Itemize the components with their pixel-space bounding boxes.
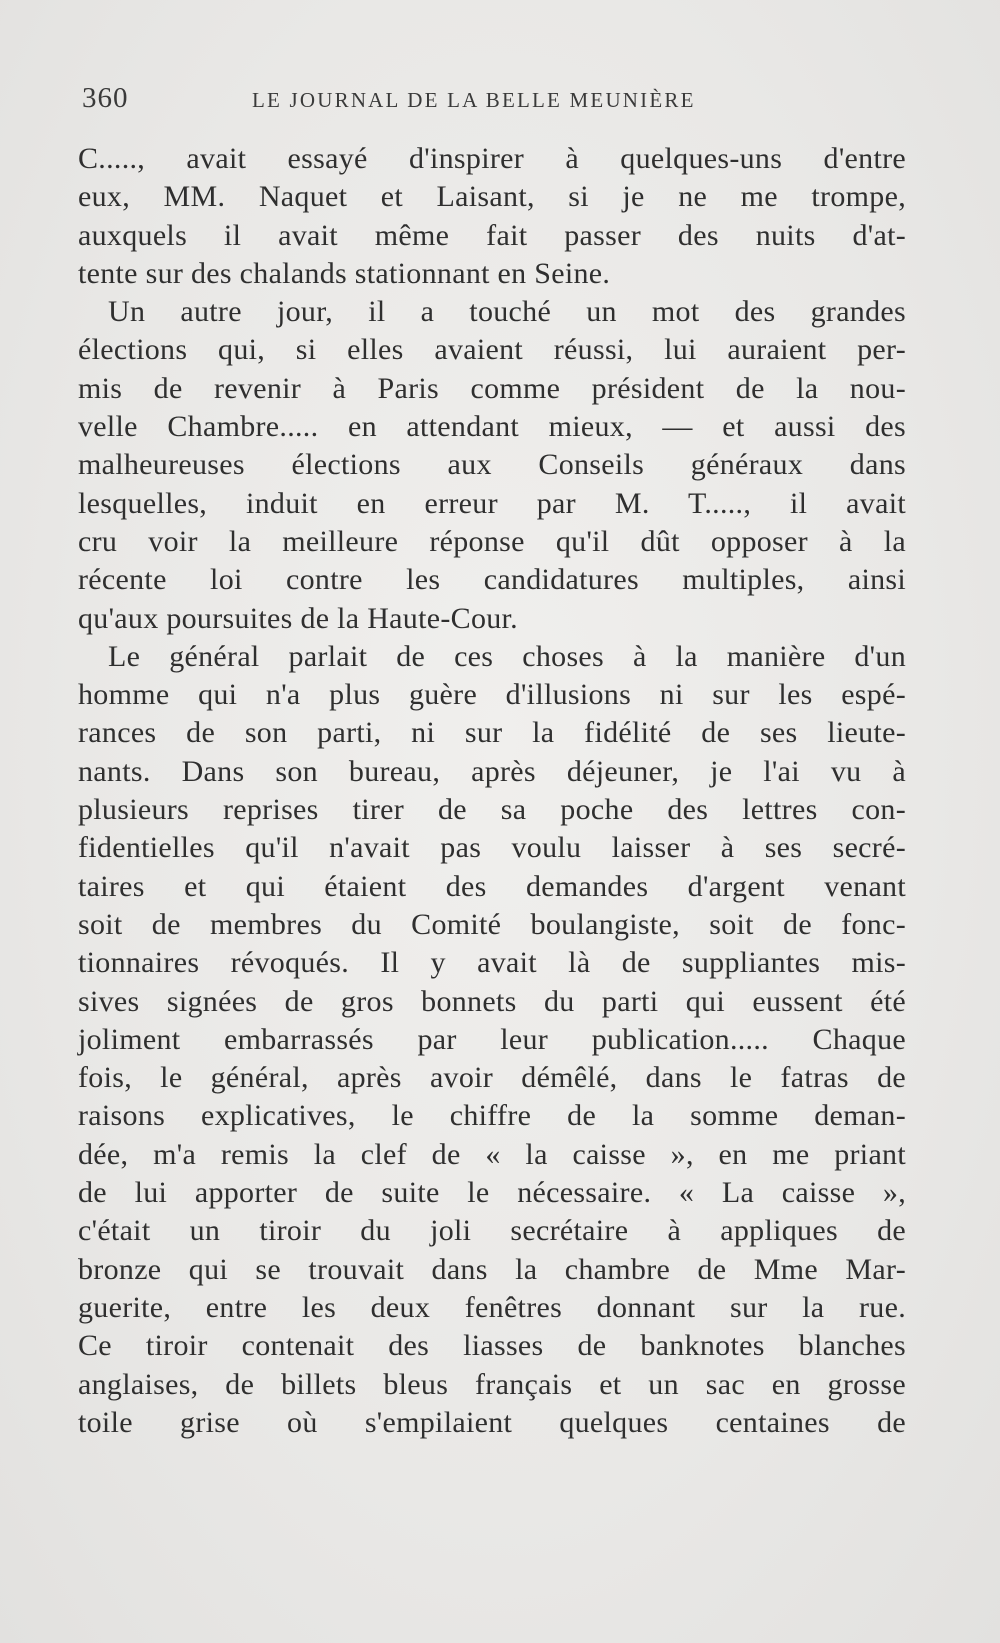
text-line: anglaises, de billets bleus français et un sac en grosse [78, 1367, 906, 1401]
text-line: nants. Dans son bureau, après déjeuner, je l'ai vu à [78, 754, 906, 788]
text-line: Le général parlait de ces choses à la manière d'un [108, 639, 906, 673]
text-line: sives signées de gros bonnets du parti qui eussent été [78, 984, 906, 1018]
text-line: raisons explicatives, le chiffre de la somme deman- [78, 1099, 906, 1133]
text-line: Ce tiroir contenait des liasses de banknotes blanches [78, 1329, 906, 1363]
text-line: soit de membres du Comité boulangiste, soit de fonc- [78, 907, 906, 941]
text-line: lesquelles, induit en erreur par M. T....., il avait [78, 486, 906, 520]
text-line: mis de revenir à Paris comme président de la nou- [78, 371, 906, 405]
text-line: C....., avait essayé d'inspirer à quelques-uns d'entre [78, 142, 906, 175]
text-line: tionnaires révoqués. Il y avait là de suppliantes mis- [78, 946, 906, 980]
text-line: c'était un tiroir du joli secrétaire à appliques de [78, 1214, 906, 1248]
text-line: taires et qui étaient des demandes d'argent venant [78, 869, 906, 903]
text-line: Un autre jour, il a touché un mot des grandes [108, 295, 906, 329]
text-line: récente loi contre les candidatures multiples, ainsi [78, 563, 906, 597]
text-line: de lui apporter de suite le nécessaire. « La caisse », [78, 1176, 906, 1210]
text-line: eux, MM. Naquet et Laisant, si je ne me trompe, [78, 180, 906, 214]
text-line: fois, le général, après avoir démêlé, dans le fatras de [78, 1061, 906, 1095]
text-line: malheureuses élections aux Conseils généraux dans [78, 448, 906, 482]
text-line: dée, m'a remis la clef de « la caisse », en me priant [78, 1137, 906, 1171]
running-title: LE JOURNAL DE LA BELLE MEUNIÈRE [252, 88, 696, 112]
text-line: fidentielles qu'il n'avait pas voulu laisser à ses secré- [78, 831, 906, 865]
text-line: cru voir la meilleure réponse qu'il dût opposer à la [78, 524, 906, 558]
text-line: bronze qui se trouvait dans la chambre de Mme Mar- [78, 1252, 906, 1286]
text-line: homme qui n'a plus guère d'illusions ni sur les espé- [78, 678, 906, 712]
running-head [82, 82, 912, 122]
text-line: toile grise où s'empilaient quelques centaines de [78, 1405, 906, 1439]
text-line: tente sur des chalands stationnant en Seine. [78, 256, 611, 290]
text-line: joliment embarrassés par leur publication..... Chaque [78, 1022, 906, 1056]
page-number: 360 [82, 82, 129, 114]
text-line: élections qui, si elles avaient réussi, lui auraient per- [78, 333, 906, 367]
body-text [78, 140, 906, 1442]
text-line: plusieurs reprises tirer de sa poche des lettres con- [78, 793, 906, 827]
text-line: guerite, entre les deux fenêtres donnant sur la rue. [78, 1290, 906, 1324]
text-line: rances de son parti, ni sur la fidélité de ses lieute- [78, 716, 906, 750]
text-line: velle Chambre..... en attendant mieux, — et aussi des [78, 410, 906, 444]
text-line: auxquels il avait même fait passer des nuits d'at- [78, 218, 906, 252]
text-line: qu'aux poursuites de la Haute-Cour. [78, 601, 518, 635]
